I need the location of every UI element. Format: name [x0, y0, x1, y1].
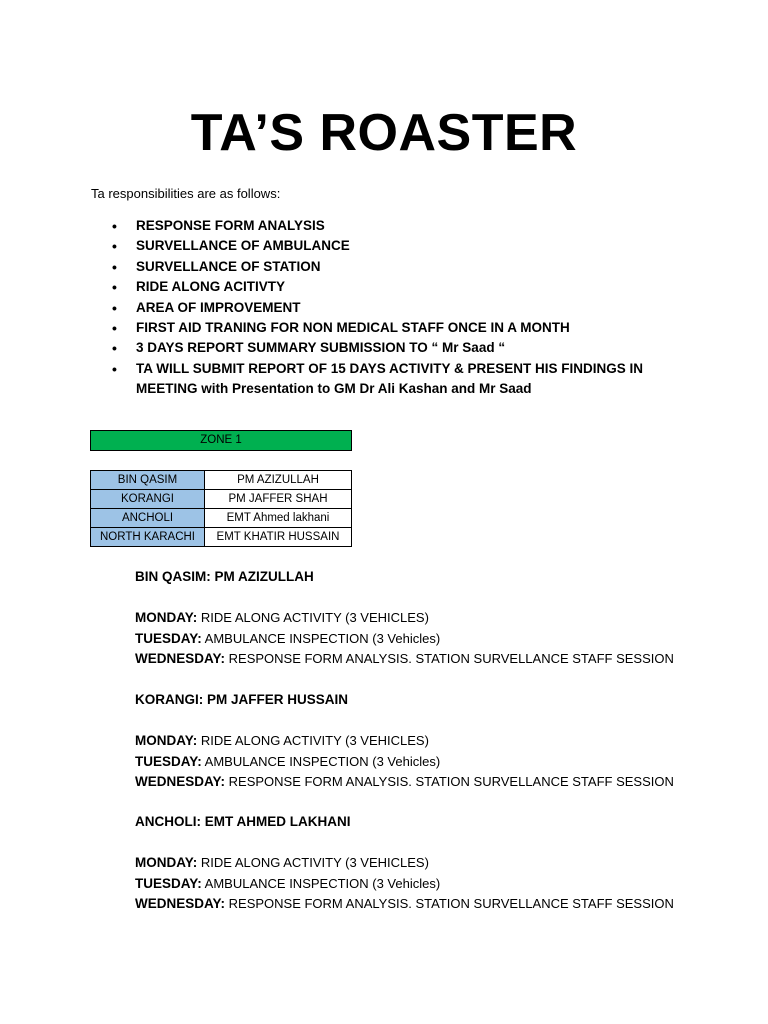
- day-label: TUESDAY:: [135, 875, 202, 891]
- list-item: • FIRST AID TRANING FOR NON MEDICAL STAFF ONCE IN A MONTH: [112, 318, 692, 338]
- list-item: • SURVELLANCE OF AMBULANCE: [112, 236, 692, 256]
- activity-text: AMBULANCE INSPECTION (3 Vehicles): [204, 875, 441, 891]
- responsibilities-list: [112, 216, 692, 400]
- person-cell: EMT Ahmed lakhani: [205, 509, 352, 528]
- activity-text: AMBULANCE INSPECTION (3 Vehicles): [204, 753, 441, 769]
- list-item: • RIDE ALONG ACITIVTY: [112, 277, 692, 297]
- day-label: TUESDAY:: [135, 630, 202, 646]
- area-cell: NORTH KARACHI: [91, 528, 205, 547]
- schedule-row: [135, 629, 735, 650]
- schedule-row: [135, 752, 735, 773]
- zone-header: ZONE 1: [90, 430, 352, 451]
- schedule-heading: BIN QASIM: PM AZIZULLAH: [135, 569, 314, 584]
- person-cell: EMT KHATIR HUSSAIN: [205, 528, 352, 547]
- schedule-row: [135, 731, 735, 752]
- person-cell: PM AZIZULLAH: [205, 471, 352, 490]
- activity-text: RESPONSE FORM ANALYSIS. STATION SURVELLANCE STAFF SESSION: [228, 651, 674, 666]
- schedule-row: [135, 853, 735, 874]
- area-cell: BIN QASIM: [91, 471, 205, 490]
- day-label: WEDNESDAY:: [135, 774, 226, 789]
- area-cell: KORANGI: [91, 490, 205, 509]
- schedule-row: [135, 874, 735, 895]
- day-label: MONDAY:: [135, 855, 198, 870]
- table-row: [91, 528, 352, 547]
- day-label: TUESDAY:: [135, 753, 202, 769]
- activity-text: AMBULANCE INSPECTION (3 Vehicles): [204, 630, 441, 646]
- area-cell: ANCHOLI: [91, 509, 205, 528]
- schedule-heading: ANCHOLI: EMT AHMED LAKHANI: [135, 814, 351, 829]
- table-row: [91, 490, 352, 509]
- day-label: MONDAY:: [135, 733, 198, 748]
- activity-text: RESPONSE FORM ANALYSIS. STATION SURVELLANCE STAFF SESSION: [228, 774, 674, 789]
- schedule-bin-qasim: [135, 567, 735, 670]
- activity-text: RIDE ALONG ACTIVITY (3 VEHICLES): [200, 855, 429, 870]
- list-item: • RESPONSE FORM ANALYSIS: [112, 216, 692, 236]
- activity-text: RIDE ALONG ACTIVITY (3 VEHICLES): [200, 733, 429, 748]
- list-item: • SURVELLANCE OF STATION: [112, 257, 692, 277]
- schedule-korangi: [135, 690, 735, 793]
- day-label: WEDNESDAY:: [135, 651, 226, 666]
- roster-table: [90, 470, 352, 547]
- person-cell: PM JAFFER SHAH: [205, 490, 352, 509]
- list-item: • AREA OF IMPROVEMENT: [112, 298, 692, 318]
- day-label: WEDNESDAY:: [135, 896, 226, 911]
- activity-text: RIDE ALONG ACTIVITY (3 VEHICLES): [200, 610, 429, 625]
- schedule-row: [135, 649, 735, 670]
- list-item: • TA WILL SUBMIT REPORT OF 15 DAYS ACTIVITY & PRESENT HIS FINDINGS IN MEETING with Presentation to GM Dr Ali Kashan and Mr Saad: [112, 359, 692, 400]
- list-item: • 3 DAYS REPORT SUMMARY SUBMISSION TO “ Mr Saad “: [112, 338, 692, 358]
- activity-text: RESPONSE FORM ANALYSIS. STATION SURVELLANCE STAFF SESSION: [228, 896, 674, 911]
- schedule-row: [135, 894, 735, 915]
- intro-text: Ta responsibilities are as follows:: [91, 186, 281, 201]
- schedule-row: [135, 772, 735, 793]
- table-row: [91, 471, 352, 490]
- schedule-heading: KORANGI: PM JAFFER HUSSAIN: [135, 692, 349, 707]
- schedule-ancholi: [135, 812, 735, 915]
- table-row: [91, 509, 352, 528]
- document-title: TA’S ROASTER: [190, 104, 578, 162]
- schedule-row: [135, 608, 735, 629]
- day-label: MONDAY:: [135, 610, 198, 625]
